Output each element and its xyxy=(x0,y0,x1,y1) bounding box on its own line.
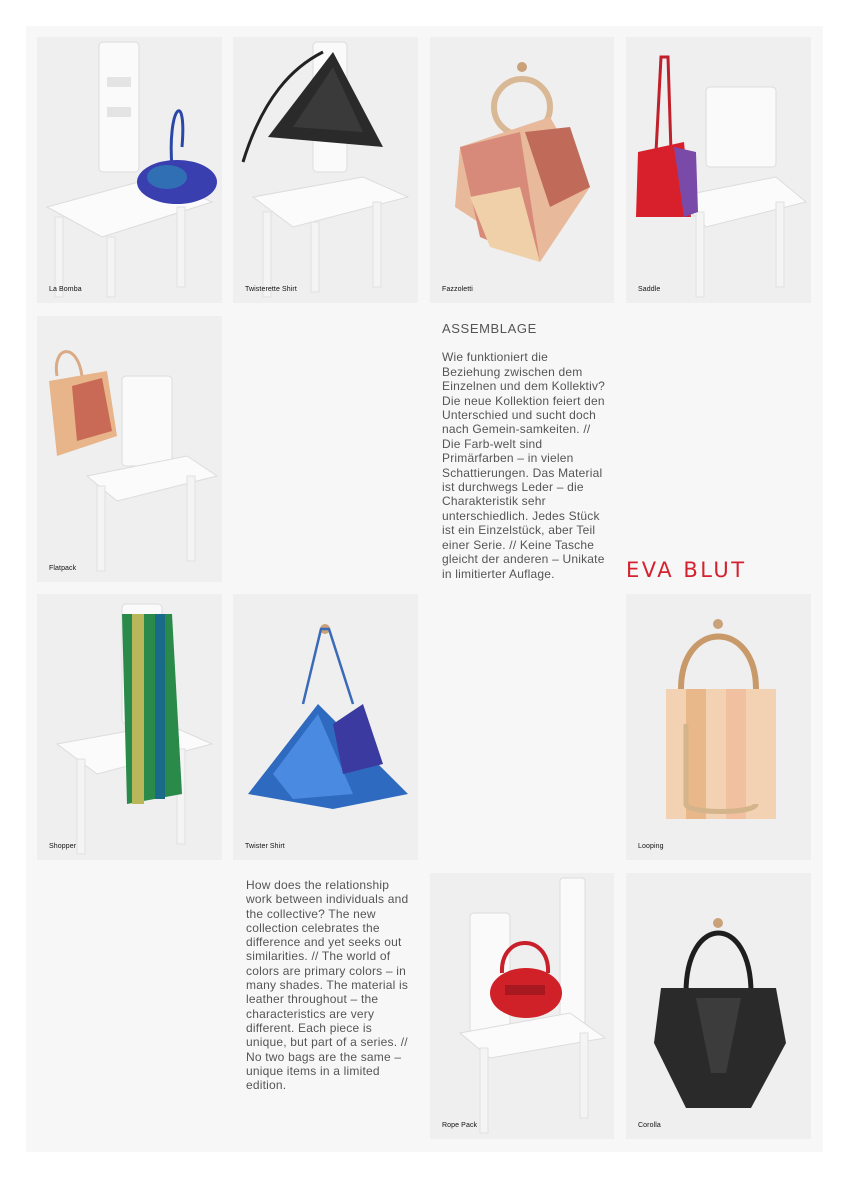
bag-on-hook-image xyxy=(626,873,811,1139)
product-caption: Twisterette Shirt xyxy=(245,286,297,293)
product-tile-saddle[interactable] xyxy=(626,37,811,303)
bag-on-hook-image xyxy=(233,594,418,860)
product-caption: Fazzoletti xyxy=(442,286,473,293)
english-description: How does the relationship work between individuals and the collective? The new collection celebrates the difference and yet seeks out similarities. // The world of colors are primary colors – in many shades. The material is leather throughout – the characteristics are very different. Each piece is unique, but part of a series. // No two bags are the same – unique items in a limited edition. xyxy=(246,878,409,1093)
chair-with-bag-image xyxy=(37,594,222,860)
product-tile-rope-pack[interactable] xyxy=(430,873,614,1139)
product-caption: Shopper xyxy=(49,843,77,850)
german-description xyxy=(442,322,607,581)
product-caption: Saddle xyxy=(638,286,661,293)
bag-on-hook-image xyxy=(430,37,614,303)
product-tile-la-bomba[interactable] xyxy=(37,37,222,303)
product-tile-shopper[interactable] xyxy=(37,594,222,860)
bag-on-hook-image xyxy=(626,594,811,860)
product-tile-flatpack[interactable] xyxy=(37,316,222,582)
product-caption: Twister Shirt xyxy=(245,843,285,850)
chair-with-bag-image xyxy=(233,37,418,303)
chair-with-bag-image xyxy=(626,37,811,303)
chair-with-bag-image xyxy=(37,316,222,582)
brand-logo: EVA BLUT xyxy=(626,558,747,582)
product-caption: Corolla xyxy=(638,1122,661,1129)
collection-title: ASSEMBLAGE xyxy=(442,321,537,336)
product-caption: Looping xyxy=(638,843,664,850)
german-body-text: Wie funktioniert die Beziehung zwischen dem Einzelnen und dem Kollektiv? Die neue Kollektion feiert den Unterschied und sucht doch nach Gemein-samkeiten. // Die Farb-welt sind Primärfarben – in vielen Schattierungen. Das Material ist durchwegs Leder – die Charakteristik sehr unterschiedlich. Jedes Stück ist ein Einzelstück, aber Teil einer Serie. // Keine Tasche gleicht der anderen – Unikate in limitierter Auflage. xyxy=(442,350,606,581)
product-tile-twisterette-shirt[interactable] xyxy=(233,37,418,303)
product-tile-fazzoletti[interactable] xyxy=(430,37,614,303)
product-caption: Rope Pack xyxy=(442,1122,478,1129)
chair-with-bag-image xyxy=(37,37,222,303)
product-caption: Flatpack xyxy=(49,565,77,572)
chair-with-bag-image xyxy=(430,873,614,1139)
product-tile-twister-shirt[interactable] xyxy=(233,594,418,860)
product-tile-looping[interactable] xyxy=(626,594,811,860)
product-caption: La Bomba xyxy=(49,286,82,293)
product-tile-corolla[interactable] xyxy=(626,873,811,1139)
